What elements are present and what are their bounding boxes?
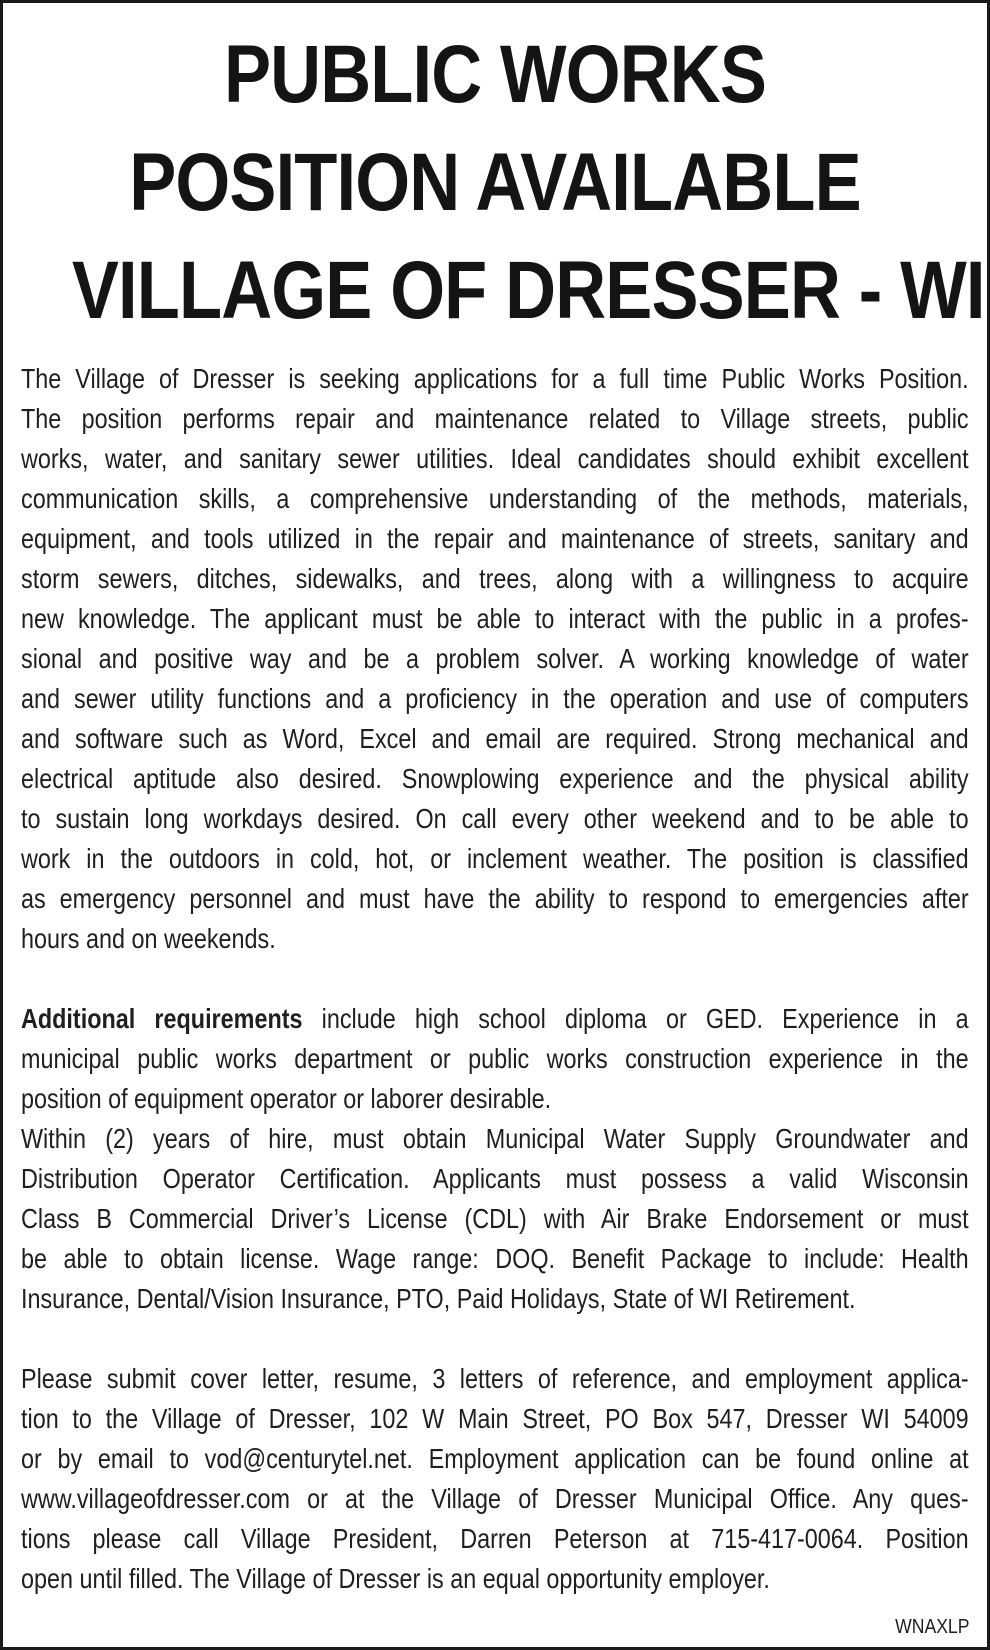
headline — [71, 21, 985, 345]
text-line: electrical aptitude also desired. Snowplowing experience and the physical ability — [21, 763, 969, 794]
text-line: position of equipment operator or laborer desirable. — [21, 1083, 552, 1114]
text-line: new knowledge. The applicant must be able to interact with the public in a profes- — [21, 603, 969, 634]
text-line: Class B Commercial Driver’s License (CDL) with Air Brake Endorsement or must — [21, 1203, 969, 1234]
text-line: open until filled. The Village of Dresser is an equal opportunity employer. — [21, 1563, 770, 1594]
text-line: as emergency personnel and must have the ability to respond to emergencies after — [21, 883, 969, 914]
text-line: The position performs repair and maintenance related to Village streets, public — [21, 403, 969, 434]
text-line: tions please call Village President, Darren Peterson at 715-417-0064. Position — [21, 1523, 969, 1554]
ad-code: WNAXLP — [894, 1616, 969, 1638]
paragraph-spacer — [21, 1319, 969, 1359]
text-line: works, water, and sanitary sewer utilities. Ideal candidates should exhibit excellent — [21, 443, 969, 474]
text-line: Insurance, Dental/Vision Insurance, PTO, Paid Holidays, State of WI Retirement. — [21, 1283, 856, 1314]
requirements-lead: Additional requirements — [21, 1003, 303, 1034]
text-line: and sewer utility functions and a proficiency in the operation and use of computers — [21, 683, 969, 714]
text-line: municipal public works department or public works construction experience in the — [21, 1043, 969, 1074]
text-line: equipment, and tools utilized in the repair and maintenance of streets, sanitary and — [21, 523, 969, 554]
text-line: Within (2) years of hire, must obtain Municipal Water Supply Groundwater and — [21, 1123, 969, 1154]
paragraph-additional-requirements — [21, 999, 969, 1319]
paragraph-how-to-apply — [21, 1359, 969, 1599]
text-line: communication skills, a comprehensive understanding of the methods, materials, — [21, 483, 969, 514]
text-line: The Village of Dresser is seeking applications for a full time Public Works Position. — [21, 363, 969, 394]
text-line: or by email to vod@centurytel.net. Employment application can be found online at — [21, 1443, 969, 1474]
paragraph-spacer — [21, 959, 969, 999]
text-line: hours and on weekends. — [21, 923, 276, 954]
text-line: www.villageofdresser.com or at the Village of Dresser Municipal Office. Any ques- — [21, 1483, 969, 1514]
headline-line-3: VILLAGE OF DRESSER - WI — [71, 245, 985, 336]
text-line: to sustain long workdays desired. On call every other weekend and to be able to — [21, 803, 969, 834]
headline-line-2: POSITION AVAILABLE — [129, 137, 861, 228]
text-line — [21, 999, 969, 1039]
text-line: storm sewers, ditches, sidewalks, and trees, along with a willingness to acquire — [21, 563, 969, 594]
text-line: and software such as Word, Excel and email are required. Strong mechanical and — [21, 723, 969, 754]
text-line: sional and positive way and be a problem solver. A working knowledge of water — [21, 643, 969, 674]
ad-body — [21, 359, 969, 1599]
text-line: Distribution Operator Certification. Applicants must possess a valid Wisconsin — [21, 1163, 969, 1194]
text-line: work in the outdoors in cold, hot, or inclement weather. The position is classified — [21, 843, 969, 874]
requirements-lead-rest: include high school diploma or GED. Experience in a — [302, 1003, 969, 1034]
text-line: Please submit cover letter, resume, 3 letters of reference, and employment applica- — [21, 1363, 969, 1394]
text-line: tion to the Village of Dresser, 102 W Main Street, PO Box 547, Dresser WI 54009 — [21, 1403, 969, 1434]
headline-line-1: PUBLIC WORKS — [223, 29, 767, 120]
paragraph-job-description — [21, 359, 969, 959]
text-line: be able to obtain license. Wage range: DOQ. Benefit Package to include: Health — [21, 1243, 969, 1274]
